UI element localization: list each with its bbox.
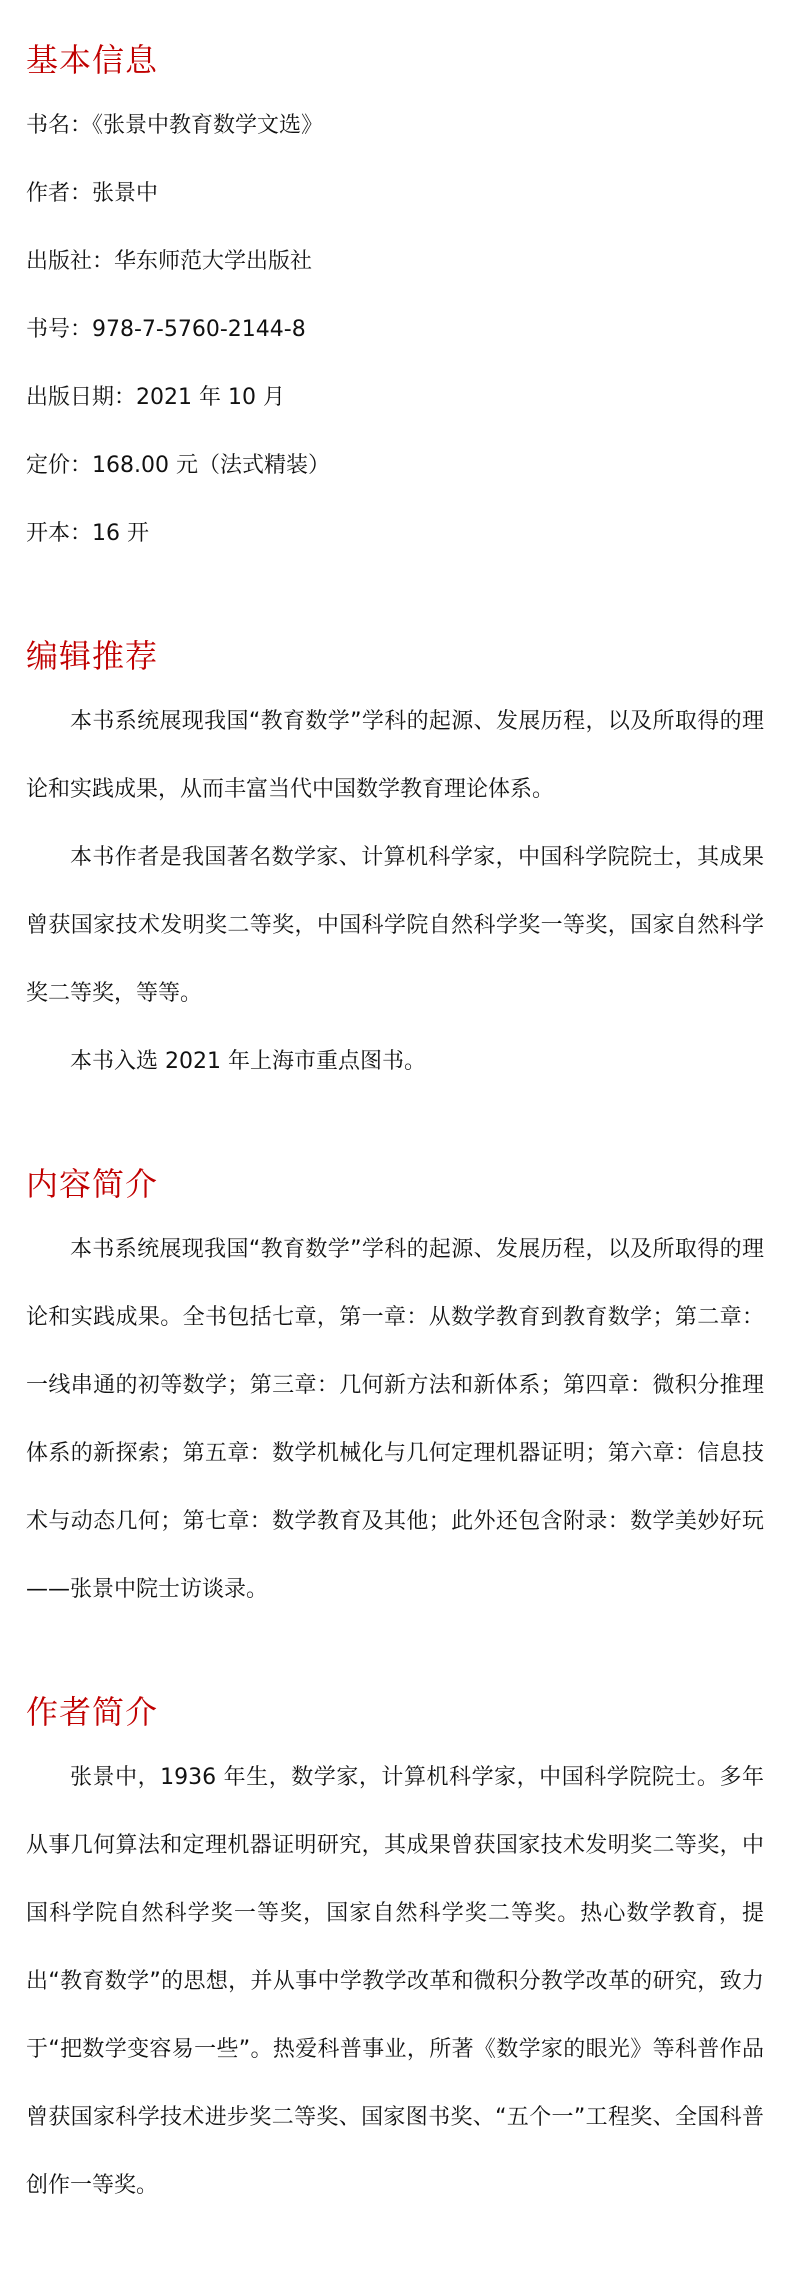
section-spacer — [26, 1096, 764, 1158]
basic-info-section — [26, 34, 764, 568]
editor-recommend-section — [26, 630, 764, 1096]
editor-recommend-paragraph: 本书作者是我国著名数学家、计算机科学家，中国科学院院士，其成果曾获国家技术发明奖二等奖，中国科学院自然科学奖一等奖，国家自然科学奖二等奖，等等。 — [26, 845, 764, 1006]
info-format: 开本：16 开 — [26, 521, 149, 546]
editor-recommend-title: 编辑推荐 — [26, 637, 159, 675]
info-publish-date: 出版日期：2021 年 10 月 — [26, 385, 285, 410]
info-price: 定价：168.00 元（法式精装） — [26, 453, 330, 478]
info-book-name: 书名：《张景中教育数学文选》 — [26, 113, 324, 138]
content-intro-title: 内容简介 — [26, 1165, 159, 1203]
content-intro-section — [26, 1158, 764, 1624]
info-isbn: 书号：978-7-5760-2144-8 — [26, 317, 306, 342]
basic-info-title: 基本信息 — [26, 41, 159, 79]
author-intro-section — [26, 1686, 764, 2220]
content-intro-paragraph: 本书系统展现我国“教育数学”学科的起源、发展历程，以及所取得的理论和实践成果。全书包括七章，第一章：从数学教育到教育数学；第二章：一线串通的初等数学；第三章：几何新方法和新体系；第四章：微积分推理体系的新探索；第五章：数学机械化与几何定理机器证明；第六章：信息技术与动态几何；第七章：数学教育及其他；此外还包含附录：数学美妙好玩——张景中院士访谈录。 — [26, 1237, 764, 1602]
author-intro-title: 作者简介 — [26, 1693, 159, 1731]
section-spacer — [26, 568, 764, 630]
info-author: 作者：张景中 — [26, 181, 159, 206]
info-publisher: 出版社：华东师范大学出版社 — [26, 249, 313, 274]
editor-recommend-paragraph: 本书系统展现我国“教育数学”学科的起源、发展历程，以及所取得的理论和实践成果，从而丰富当代中国数学教育理论体系。 — [26, 709, 764, 802]
author-intro-paragraph: 张景中，1936 年生，数学家，计算机科学家，中国科学院院士。多年从事几何算法和定理机器证明研究，其成果曾获国家技术发明奖二等奖，中国科学院自然科学奖一等奖，国家自然科学奖二等奖。热心数学教育，提出“教育数学”的思想，并从事中学教学改革和微积分教学改革的研究，致力于“把数学变容易一些”。热爱科普事业，所著《数学家的眼光》等科普作品曾获国家科学技术进步奖二等奖、国家图书奖、“五个一”工程奖、全国科普创作一等奖。 — [26, 1765, 764, 2198]
editor-recommend-paragraph: 本书入选 2021 年上海市重点图书。 — [70, 1049, 426, 1074]
section-spacer — [26, 1624, 764, 1686]
